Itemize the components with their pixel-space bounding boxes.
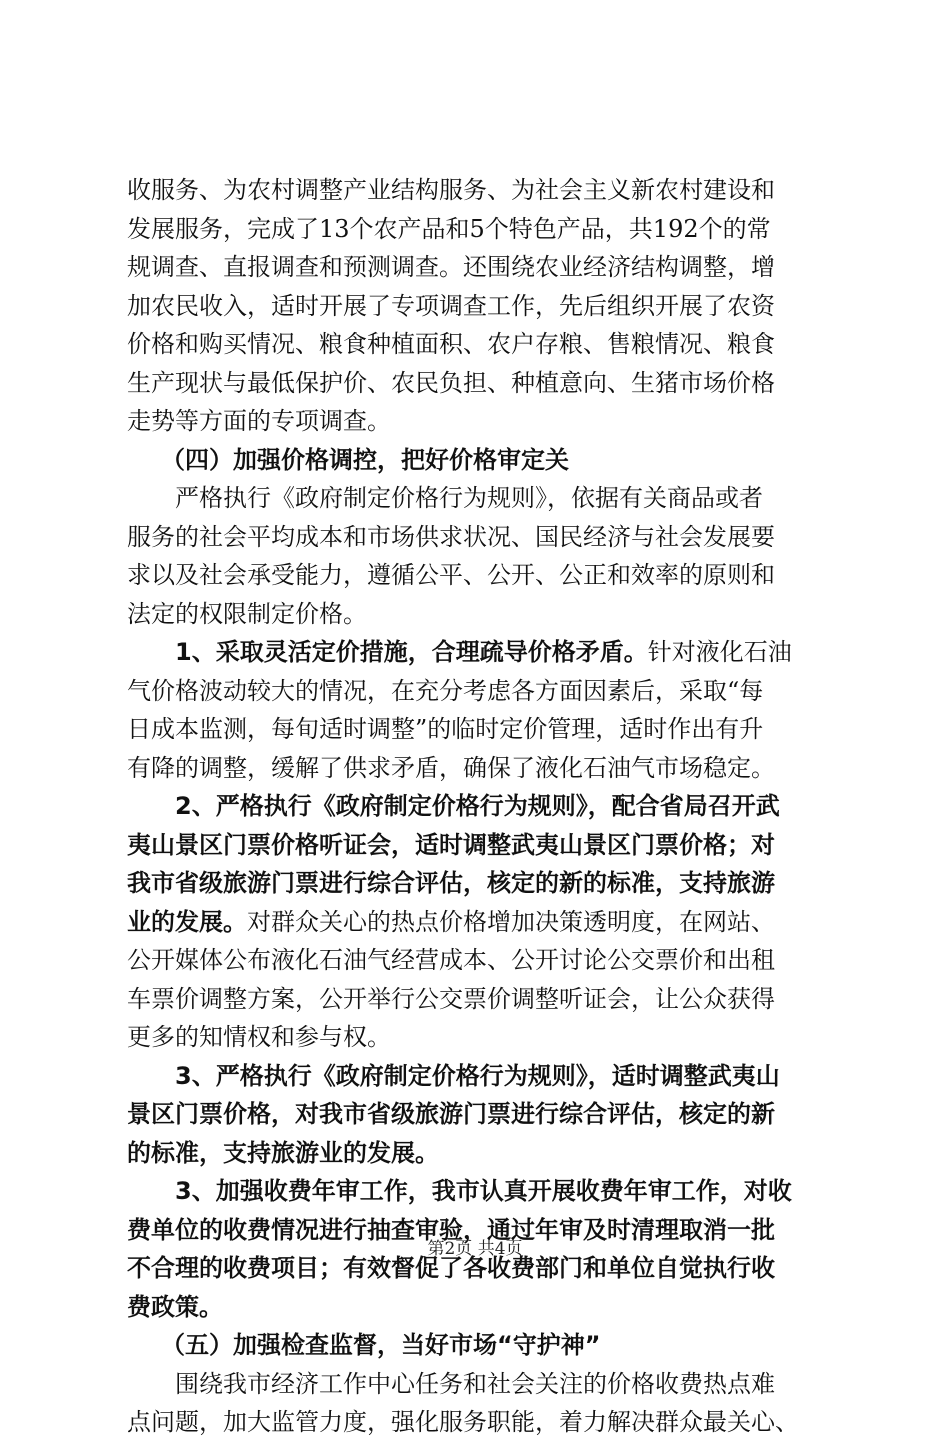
line-text: 的标准，支持旅游业的发展。 — [127, 1138, 439, 1167]
line-text: 我市省级旅游门票进行综合评估，核定的新的标准，支持旅游 — [127, 869, 775, 897]
line-text: 公开媒体公布液化石油气经营成本、公开讨论公交票价和出租 — [127, 946, 775, 974]
line-text: 景区门票价格，对我市省级旅游门票进行综合评估，核定的新 — [127, 1100, 775, 1128]
text-line — [127, 518, 839, 557]
line-text: 更多的知情权和参与权。 — [127, 1023, 391, 1051]
line-text: 3、严格执行《政府制定价格行为规则》，适时调整武夷山 — [175, 1061, 780, 1090]
line-text: 走势等方面的专项调查。 — [127, 407, 391, 435]
text-line — [127, 402, 839, 441]
line-text: 规调查、直报调查和预测调查。还围绕农业经济结构调整，增 — [127, 253, 775, 281]
line-text-continued: 针对液化石油 — [647, 638, 792, 666]
heading-line — [127, 1134, 839, 1173]
line-text: 服务的社会平均成本和市场供求状况、国民经济与社会发展要 — [127, 522, 775, 551]
heading-line — [127, 1326, 839, 1365]
line-text: 有降的调整，缓解了供求矛盾，确保了液化石油气市场稳定。 — [127, 753, 775, 782]
heading-line — [127, 787, 839, 826]
line-text: 严格执行《政府制定价格行为规则》，依据有关商品或者 — [175, 484, 763, 512]
line-text: 车票价调整方案，公开举行公交票价调整听证会，让公众获得 — [127, 984, 775, 1013]
text-line — [127, 171, 839, 210]
text-line — [127, 479, 839, 518]
heading-line — [127, 1057, 839, 1096]
line-text: 业的发展。 — [127, 907, 247, 936]
line-text: 2、严格执行《政府制定价格行为规则》，配合省局召开武 — [175, 792, 780, 820]
text-line — [127, 287, 839, 326]
heading-line — [127, 826, 839, 865]
line-text: 围绕我市经济工作中心任务和社会关注的价格收费热点难 — [175, 1369, 775, 1398]
line-text: 气价格波动较大的情况，在充分考虑各方面因素后，采取“每 — [127, 676, 764, 705]
line-text: 1、采取灵活定价措施，合理疏导价格矛盾。 — [175, 638, 648, 666]
line-text: 生产现状与最低保护价、农民负担、种植意向、生猪市场价格 — [127, 368, 775, 397]
text-line — [127, 980, 839, 1019]
text-line — [127, 749, 839, 788]
line-text: 发展服务，完成了13个农产品和5个特色产品，共192个的常 — [127, 214, 771, 243]
heading-line — [127, 1172, 839, 1211]
text-line — [127, 210, 839, 249]
heading-line — [127, 864, 839, 903]
line-text: 点问题，加大监管力度，强化服务职能，着力解决群众最关心、 — [127, 1408, 799, 1436]
text-line — [127, 903, 839, 942]
text-line — [127, 248, 839, 287]
text-line — [127, 672, 839, 711]
text-line — [127, 941, 839, 980]
text-line — [127, 556, 839, 595]
line-text: （四）加强价格调控，把好价格审定关 — [161, 445, 569, 474]
heading-line — [127, 1288, 839, 1327]
line-text: 法定的权限制定价格。 — [127, 599, 367, 628]
page-footer: 第2页 共4页 — [427, 1239, 523, 1259]
line-text: 夷山景区门票价格听证会，适时调整武夷山景区门票价格；对 — [127, 830, 775, 859]
line-text-continued: 对群众关心的热点价格增加决策透明度，在网站、 — [247, 907, 775, 936]
line-text: 费政策。 — [127, 1292, 223, 1321]
text-line — [127, 595, 839, 634]
line-text: 不合理的收费项目；有效督促了各收费部门和单位自觉执行收 — [127, 1254, 775, 1282]
heading-line — [127, 1095, 839, 1134]
text-line — [127, 1403, 839, 1442]
line-text: 收服务、为农村调整产业结构服务、为社会主义新农村建设和 — [127, 176, 775, 204]
line-text: 日成本监测，每旬适时调整”的临时定价管理，适时作出有升 — [127, 715, 764, 743]
line-text: 费单位的收费情况进行抽查审验，通过年审及时清理取消一批 — [127, 1215, 775, 1244]
text-line — [127, 1018, 839, 1057]
text-line — [127, 364, 839, 403]
line-text: 求以及社会承受能力，遵循公平、公开、公正和效率的原则和 — [127, 561, 775, 589]
text-line — [127, 1365, 839, 1404]
text-line — [127, 325, 839, 364]
line-text: 价格和购买情况、粮食种植面积、农户存粮、售粮情况、粮食 — [127, 330, 775, 358]
line-text: 3、加强收费年审工作，我市认真开展收费年审工作，对收 — [175, 1177, 792, 1205]
text-line — [127, 710, 839, 749]
line-text: 加农民收入，适时开展了专项调查工作，先后组织开展了农资 — [127, 291, 775, 320]
text-line — [127, 633, 839, 672]
line-text: （五）加强检查监督，当好市场“守护神” — [161, 1331, 601, 1359]
heading-line — [127, 441, 839, 480]
